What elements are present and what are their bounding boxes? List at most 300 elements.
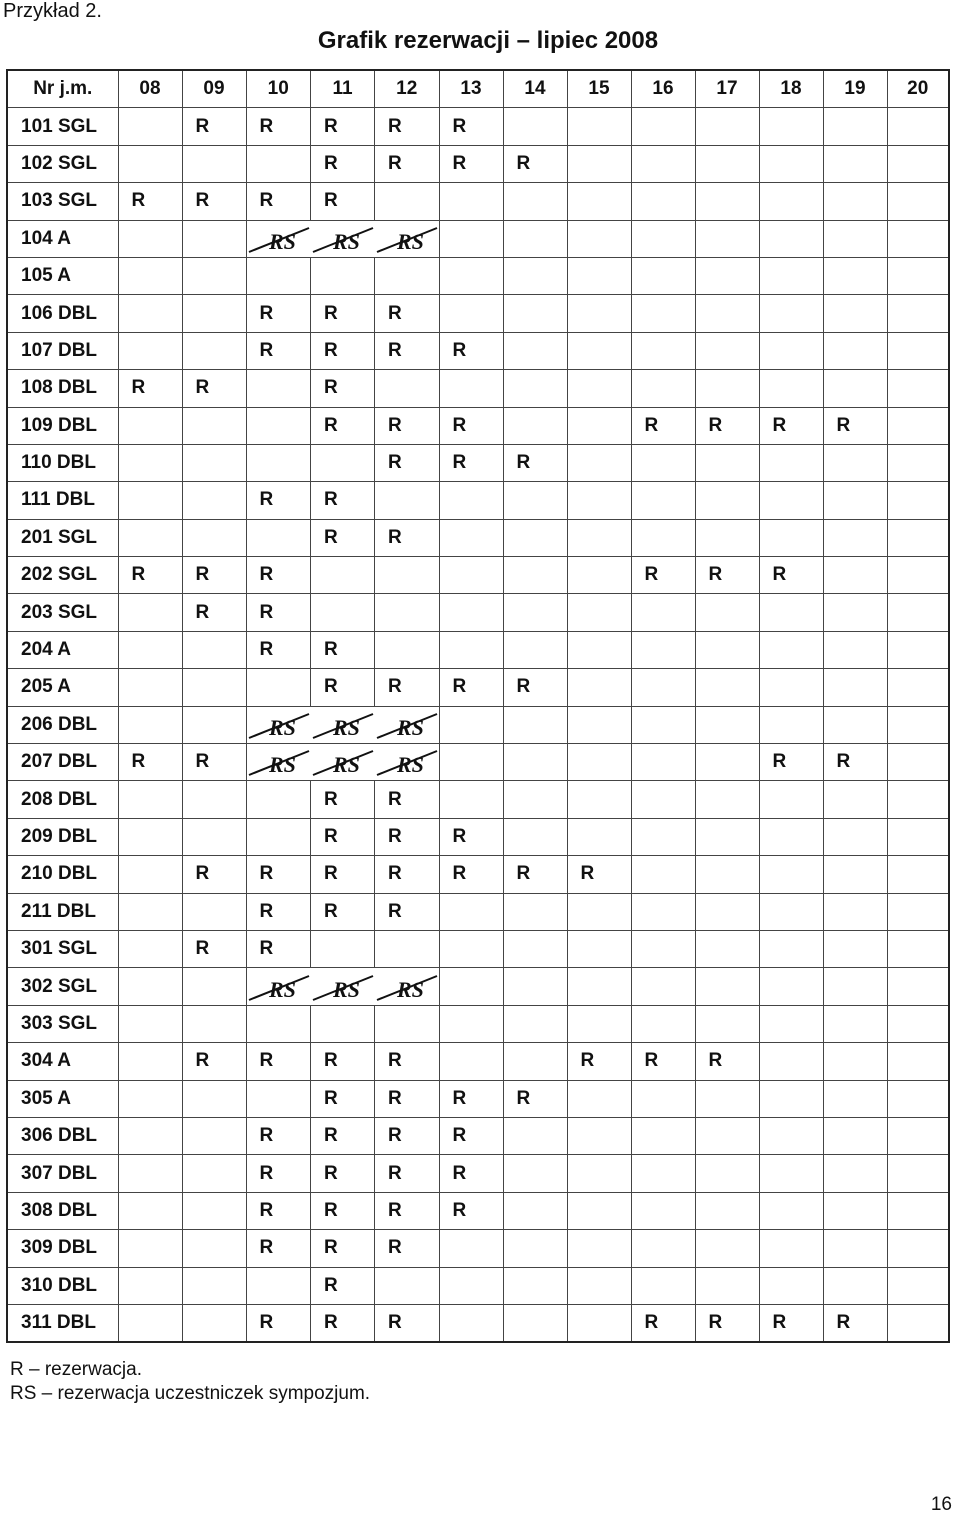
- empty-cell: [695, 1080, 759, 1117]
- room-number: 307 DBL: [7, 1155, 118, 1192]
- room-number: 310 DBL: [7, 1267, 118, 1304]
- room-number: 208 DBL: [7, 781, 118, 818]
- table-row: [7, 818, 949, 855]
- empty-cell: [503, 370, 567, 407]
- empty-cell: [823, 519, 887, 556]
- empty-cell: [503, 1304, 567, 1342]
- empty-cell: [631, 631, 695, 668]
- reservation-cell: R: [759, 407, 823, 444]
- table-row: [7, 706, 949, 743]
- table-row: [7, 856, 949, 893]
- empty-cell: [439, 370, 503, 407]
- empty-cell: [631, 370, 695, 407]
- table-row: [7, 1230, 949, 1267]
- header-row: [7, 70, 949, 108]
- empty-cell: [823, 108, 887, 145]
- empty-cell: [695, 706, 759, 743]
- room-number: 206 DBL: [7, 706, 118, 743]
- empty-cell: [631, 781, 695, 818]
- empty-cell: [631, 1005, 695, 1042]
- reservation-cell: R: [311, 1230, 375, 1267]
- empty-cell: [567, 1080, 631, 1117]
- empty-cell: [375, 594, 440, 631]
- table-row: [7, 1155, 949, 1192]
- empty-cell: [887, 1192, 949, 1229]
- reservation-cell: R: [246, 295, 311, 332]
- empty-cell: [375, 370, 440, 407]
- empty-cell: [182, 519, 246, 556]
- reservation-cell: R: [695, 1043, 759, 1080]
- empty-cell: [567, 818, 631, 855]
- empty-cell: [823, 1192, 887, 1229]
- page-heading: Przykład 2.: [3, 0, 102, 22]
- empty-cell: [567, 631, 631, 668]
- rs-reservation-cell: [246, 706, 311, 743]
- empty-cell: [567, 1304, 631, 1342]
- empty-cell: [182, 781, 246, 818]
- empty-cell: [311, 930, 375, 967]
- reservation-cell: R: [375, 1230, 440, 1267]
- reservation-cell: R: [118, 370, 182, 407]
- empty-cell: [567, 220, 631, 257]
- empty-cell: [631, 1155, 695, 1192]
- empty-cell: [567, 893, 631, 930]
- empty-cell: [503, 706, 567, 743]
- empty-cell: [695, 108, 759, 145]
- empty-cell: [759, 1117, 823, 1154]
- empty-cell: [695, 1267, 759, 1304]
- reservation-cell: R: [823, 744, 887, 781]
- empty-cell: [887, 482, 949, 519]
- empty-cell: [246, 407, 311, 444]
- empty-cell: [887, 557, 949, 594]
- empty-cell: [182, 669, 246, 706]
- empty-cell: [439, 482, 503, 519]
- empty-cell: [503, 968, 567, 1005]
- empty-cell: [631, 706, 695, 743]
- empty-cell: [695, 145, 759, 182]
- reservation-cell: R: [311, 145, 375, 182]
- table-row: [7, 744, 949, 781]
- column-header-day: 20: [887, 70, 949, 108]
- empty-cell: [118, 482, 182, 519]
- empty-cell: [567, 108, 631, 145]
- room-number: 105 A: [7, 257, 118, 294]
- empty-cell: [439, 930, 503, 967]
- reservation-cell: R: [246, 332, 311, 369]
- reservation-cell: R: [311, 370, 375, 407]
- handwritten-rs: [375, 745, 439, 779]
- rs-text: RS: [332, 976, 360, 1002]
- empty-cell: [118, 108, 182, 145]
- reservation-cell: R: [246, 183, 311, 220]
- column-header-day: 11: [311, 70, 375, 108]
- empty-cell: [439, 519, 503, 556]
- page-number: 16: [930, 1494, 952, 1515]
- empty-cell: [631, 930, 695, 967]
- empty-cell: [631, 145, 695, 182]
- empty-cell: [567, 1155, 631, 1192]
- rs-text: RS: [396, 752, 424, 778]
- reservation-cell: R: [246, 893, 311, 930]
- table-row: [7, 557, 949, 594]
- rs-reservation-cell: [375, 744, 440, 781]
- empty-cell: [567, 744, 631, 781]
- empty-cell: [118, 594, 182, 631]
- reservation-cell: R: [246, 1192, 311, 1229]
- rs-reservation-cell: [311, 744, 375, 781]
- empty-cell: [887, 332, 949, 369]
- table-row: [7, 594, 949, 631]
- empty-cell: [759, 856, 823, 893]
- empty-cell: [823, 1267, 887, 1304]
- rs-reservation-cell: [246, 744, 311, 781]
- empty-cell: [759, 1155, 823, 1192]
- room-number: 108 DBL: [7, 370, 118, 407]
- table-row: [7, 1117, 949, 1154]
- empty-cell: [631, 818, 695, 855]
- empty-cell: [887, 856, 949, 893]
- empty-cell: [375, 482, 440, 519]
- empty-cell: [695, 594, 759, 631]
- room-number: 311 DBL: [7, 1304, 118, 1342]
- empty-cell: [118, 1155, 182, 1192]
- reservation-cell: R: [311, 482, 375, 519]
- empty-cell: [375, 257, 440, 294]
- empty-cell: [695, 1192, 759, 1229]
- empty-cell: [759, 370, 823, 407]
- empty-cell: [631, 444, 695, 481]
- reservation-cell: R: [246, 930, 311, 967]
- empty-cell: [439, 1304, 503, 1342]
- empty-cell: [567, 257, 631, 294]
- handwritten-rs: [311, 222, 375, 256]
- table-row: [7, 519, 949, 556]
- empty-cell: [567, 594, 631, 631]
- empty-cell: [182, 482, 246, 519]
- empty-cell: [567, 519, 631, 556]
- reservation-cell: R: [311, 295, 375, 332]
- empty-cell: [567, 145, 631, 182]
- empty-cell: [695, 669, 759, 706]
- empty-cell: [887, 519, 949, 556]
- empty-cell: [503, 930, 567, 967]
- column-header-day: 16: [631, 70, 695, 108]
- empty-cell: [439, 781, 503, 818]
- empty-cell: [823, 1155, 887, 1192]
- room-number: 303 SGL: [7, 1005, 118, 1042]
- table-row: [7, 145, 949, 182]
- column-header-day: 19: [823, 70, 887, 108]
- empty-cell: [246, 257, 311, 294]
- rs-reservation-cell: [311, 220, 375, 257]
- reservation-cell: R: [375, 295, 440, 332]
- reservation-cell: R: [375, 856, 440, 893]
- empty-cell: [887, 145, 949, 182]
- reservation-cell: R: [375, 818, 440, 855]
- empty-cell: [118, 1267, 182, 1304]
- empty-cell: [631, 257, 695, 294]
- empty-cell: [887, 1043, 949, 1080]
- empty-cell: [631, 1117, 695, 1154]
- table-row: [7, 1267, 949, 1304]
- table-row: [7, 1192, 949, 1229]
- empty-cell: [695, 332, 759, 369]
- reservation-cell: R: [311, 856, 375, 893]
- reservation-cell: R: [375, 1304, 440, 1342]
- reservation-cell: R: [375, 893, 440, 930]
- room-number: 202 SGL: [7, 557, 118, 594]
- room-number: 304 A: [7, 1043, 118, 1080]
- empty-cell: [695, 1005, 759, 1042]
- empty-cell: [759, 669, 823, 706]
- empty-cell: [823, 444, 887, 481]
- reservation-cell: R: [246, 482, 311, 519]
- table-row: [7, 332, 949, 369]
- empty-cell: [823, 295, 887, 332]
- empty-cell: [823, 818, 887, 855]
- reservation-cell: R: [246, 1043, 311, 1080]
- rs-text: RS: [396, 976, 424, 1002]
- empty-cell: [503, 818, 567, 855]
- empty-cell: [759, 968, 823, 1005]
- column-header-day: 09: [182, 70, 246, 108]
- table-row: [7, 968, 949, 1005]
- room-number: 204 A: [7, 631, 118, 668]
- empty-cell: [823, 856, 887, 893]
- empty-cell: [695, 930, 759, 967]
- reservation-cell: R: [375, 1192, 440, 1229]
- reservation-cell: R: [182, 108, 246, 145]
- reservation-cell: R: [311, 669, 375, 706]
- empty-cell: [759, 257, 823, 294]
- empty-cell: [695, 893, 759, 930]
- empty-cell: [439, 706, 503, 743]
- empty-cell: [823, 257, 887, 294]
- room-number: 103 SGL: [7, 183, 118, 220]
- empty-cell: [887, 1304, 949, 1342]
- empty-cell: [182, 706, 246, 743]
- empty-cell: [567, 1192, 631, 1229]
- empty-cell: [887, 669, 949, 706]
- rs-text: RS: [268, 714, 296, 740]
- column-header-day: 12: [375, 70, 440, 108]
- handwritten-rs: [247, 970, 311, 1004]
- rs-text: RS: [332, 228, 360, 254]
- empty-cell: [439, 968, 503, 1005]
- empty-cell: [631, 1230, 695, 1267]
- reservation-cell: R: [118, 744, 182, 781]
- empty-cell: [118, 818, 182, 855]
- empty-cell: [631, 108, 695, 145]
- empty-cell: [118, 257, 182, 294]
- empty-cell: [631, 594, 695, 631]
- empty-cell: [503, 220, 567, 257]
- empty-cell: [759, 220, 823, 257]
- room-number: 308 DBL: [7, 1192, 118, 1229]
- empty-cell: [823, 594, 887, 631]
- empty-cell: [118, 1192, 182, 1229]
- reservation-cell: R: [182, 856, 246, 893]
- empty-cell: [631, 332, 695, 369]
- empty-cell: [887, 744, 949, 781]
- reservation-cell: R: [503, 1080, 567, 1117]
- empty-cell: [631, 893, 695, 930]
- empty-cell: [439, 594, 503, 631]
- empty-cell: [375, 183, 440, 220]
- rs-text: RS: [268, 976, 296, 1002]
- room-number: 104 A: [7, 220, 118, 257]
- empty-cell: [759, 930, 823, 967]
- empty-cell: [118, 1117, 182, 1154]
- column-header-day: 14: [503, 70, 567, 108]
- empty-cell: [759, 1267, 823, 1304]
- empty-cell: [118, 1043, 182, 1080]
- reservation-cell: R: [311, 332, 375, 369]
- handwritten-rs: [247, 708, 311, 742]
- empty-cell: [182, 631, 246, 668]
- reservation-cell: R: [695, 557, 759, 594]
- empty-cell: [118, 145, 182, 182]
- reservation-cell: R: [311, 183, 375, 220]
- empty-cell: [759, 781, 823, 818]
- empty-cell: [567, 557, 631, 594]
- empty-cell: [759, 145, 823, 182]
- empty-cell: [503, 1005, 567, 1042]
- reservation-cell: R: [311, 1267, 375, 1304]
- empty-cell: [823, 1080, 887, 1117]
- empty-cell: [246, 818, 311, 855]
- empty-cell: [118, 631, 182, 668]
- table-row: [7, 1304, 949, 1342]
- rs-reservation-cell: [375, 968, 440, 1005]
- empty-cell: [695, 968, 759, 1005]
- rs-text: RS: [268, 228, 296, 254]
- empty-cell: [567, 781, 631, 818]
- empty-cell: [118, 332, 182, 369]
- empty-cell: [246, 669, 311, 706]
- empty-cell: [246, 444, 311, 481]
- empty-cell: [311, 1005, 375, 1042]
- room-number: 209 DBL: [7, 818, 118, 855]
- empty-cell: [567, 1005, 631, 1042]
- reservation-cell: R: [375, 669, 440, 706]
- rs-text: RS: [268, 752, 296, 778]
- rs-reservation-cell: [311, 968, 375, 1005]
- empty-cell: [823, 332, 887, 369]
- room-number: 107 DBL: [7, 332, 118, 369]
- empty-cell: [823, 893, 887, 930]
- table-row: [7, 444, 949, 481]
- empty-cell: [823, 1230, 887, 1267]
- empty-cell: [311, 557, 375, 594]
- handwritten-rs: [375, 708, 439, 742]
- empty-cell: [118, 295, 182, 332]
- reservation-cell: R: [567, 1043, 631, 1080]
- empty-cell: [695, 744, 759, 781]
- reservation-cell: R: [311, 893, 375, 930]
- empty-cell: [631, 1267, 695, 1304]
- empty-cell: [503, 407, 567, 444]
- empty-cell: [503, 557, 567, 594]
- handwritten-rs: [311, 970, 375, 1004]
- empty-cell: [439, 220, 503, 257]
- empty-cell: [567, 183, 631, 220]
- empty-cell: [887, 295, 949, 332]
- reservation-cell: R: [246, 557, 311, 594]
- empty-cell: [503, 744, 567, 781]
- empty-cell: [759, 482, 823, 519]
- empty-cell: [182, 145, 246, 182]
- reservation-cell: R: [375, 1080, 440, 1117]
- empty-cell: [887, 220, 949, 257]
- reservation-cell: R: [503, 444, 567, 481]
- reservation-cell: R: [311, 1155, 375, 1192]
- empty-cell: [503, 108, 567, 145]
- empty-cell: [631, 295, 695, 332]
- empty-cell: [118, 781, 182, 818]
- empty-cell: [759, 1043, 823, 1080]
- empty-cell: [503, 257, 567, 294]
- rs-reservation-cell: [246, 220, 311, 257]
- empty-cell: [503, 594, 567, 631]
- reservation-cell: R: [759, 744, 823, 781]
- empty-cell: [182, 444, 246, 481]
- empty-cell: [246, 145, 311, 182]
- reservation-cell: R: [375, 1117, 440, 1154]
- table-row: [7, 631, 949, 668]
- reservation-cell: R: [631, 1304, 695, 1342]
- rs-text: RS: [332, 714, 360, 740]
- empty-cell: [567, 332, 631, 369]
- empty-cell: [503, 781, 567, 818]
- empty-cell: [887, 893, 949, 930]
- empty-cell: [823, 669, 887, 706]
- reservation-cell: R: [375, 108, 440, 145]
- reservation-cell: R: [375, 332, 440, 369]
- legend-r: R – rezerwacja.: [10, 1359, 142, 1380]
- empty-cell: [695, 1117, 759, 1154]
- table-row: [7, 295, 949, 332]
- reservation-cell: R: [311, 1117, 375, 1154]
- reservation-cell: R: [439, 1080, 503, 1117]
- empty-cell: [695, 444, 759, 481]
- table-row: [7, 1080, 949, 1117]
- empty-cell: [503, 1043, 567, 1080]
- empty-cell: [375, 631, 440, 668]
- empty-cell: [823, 183, 887, 220]
- empty-cell: [759, 1005, 823, 1042]
- empty-cell: [182, 1230, 246, 1267]
- empty-cell: [759, 1230, 823, 1267]
- empty-cell: [631, 220, 695, 257]
- table-row: [7, 893, 949, 930]
- reservation-cell: R: [439, 818, 503, 855]
- empty-cell: [631, 519, 695, 556]
- empty-cell: [823, 557, 887, 594]
- empty-cell: [823, 370, 887, 407]
- reservation-cell: R: [182, 183, 246, 220]
- empty-cell: [695, 482, 759, 519]
- reservation-cell: R: [246, 1117, 311, 1154]
- empty-cell: [246, 1267, 311, 1304]
- empty-cell: [503, 482, 567, 519]
- empty-cell: [118, 444, 182, 481]
- empty-cell: [503, 893, 567, 930]
- room-number: 210 DBL: [7, 856, 118, 893]
- reservation-cell: R: [439, 108, 503, 145]
- column-header-day: 08: [118, 70, 182, 108]
